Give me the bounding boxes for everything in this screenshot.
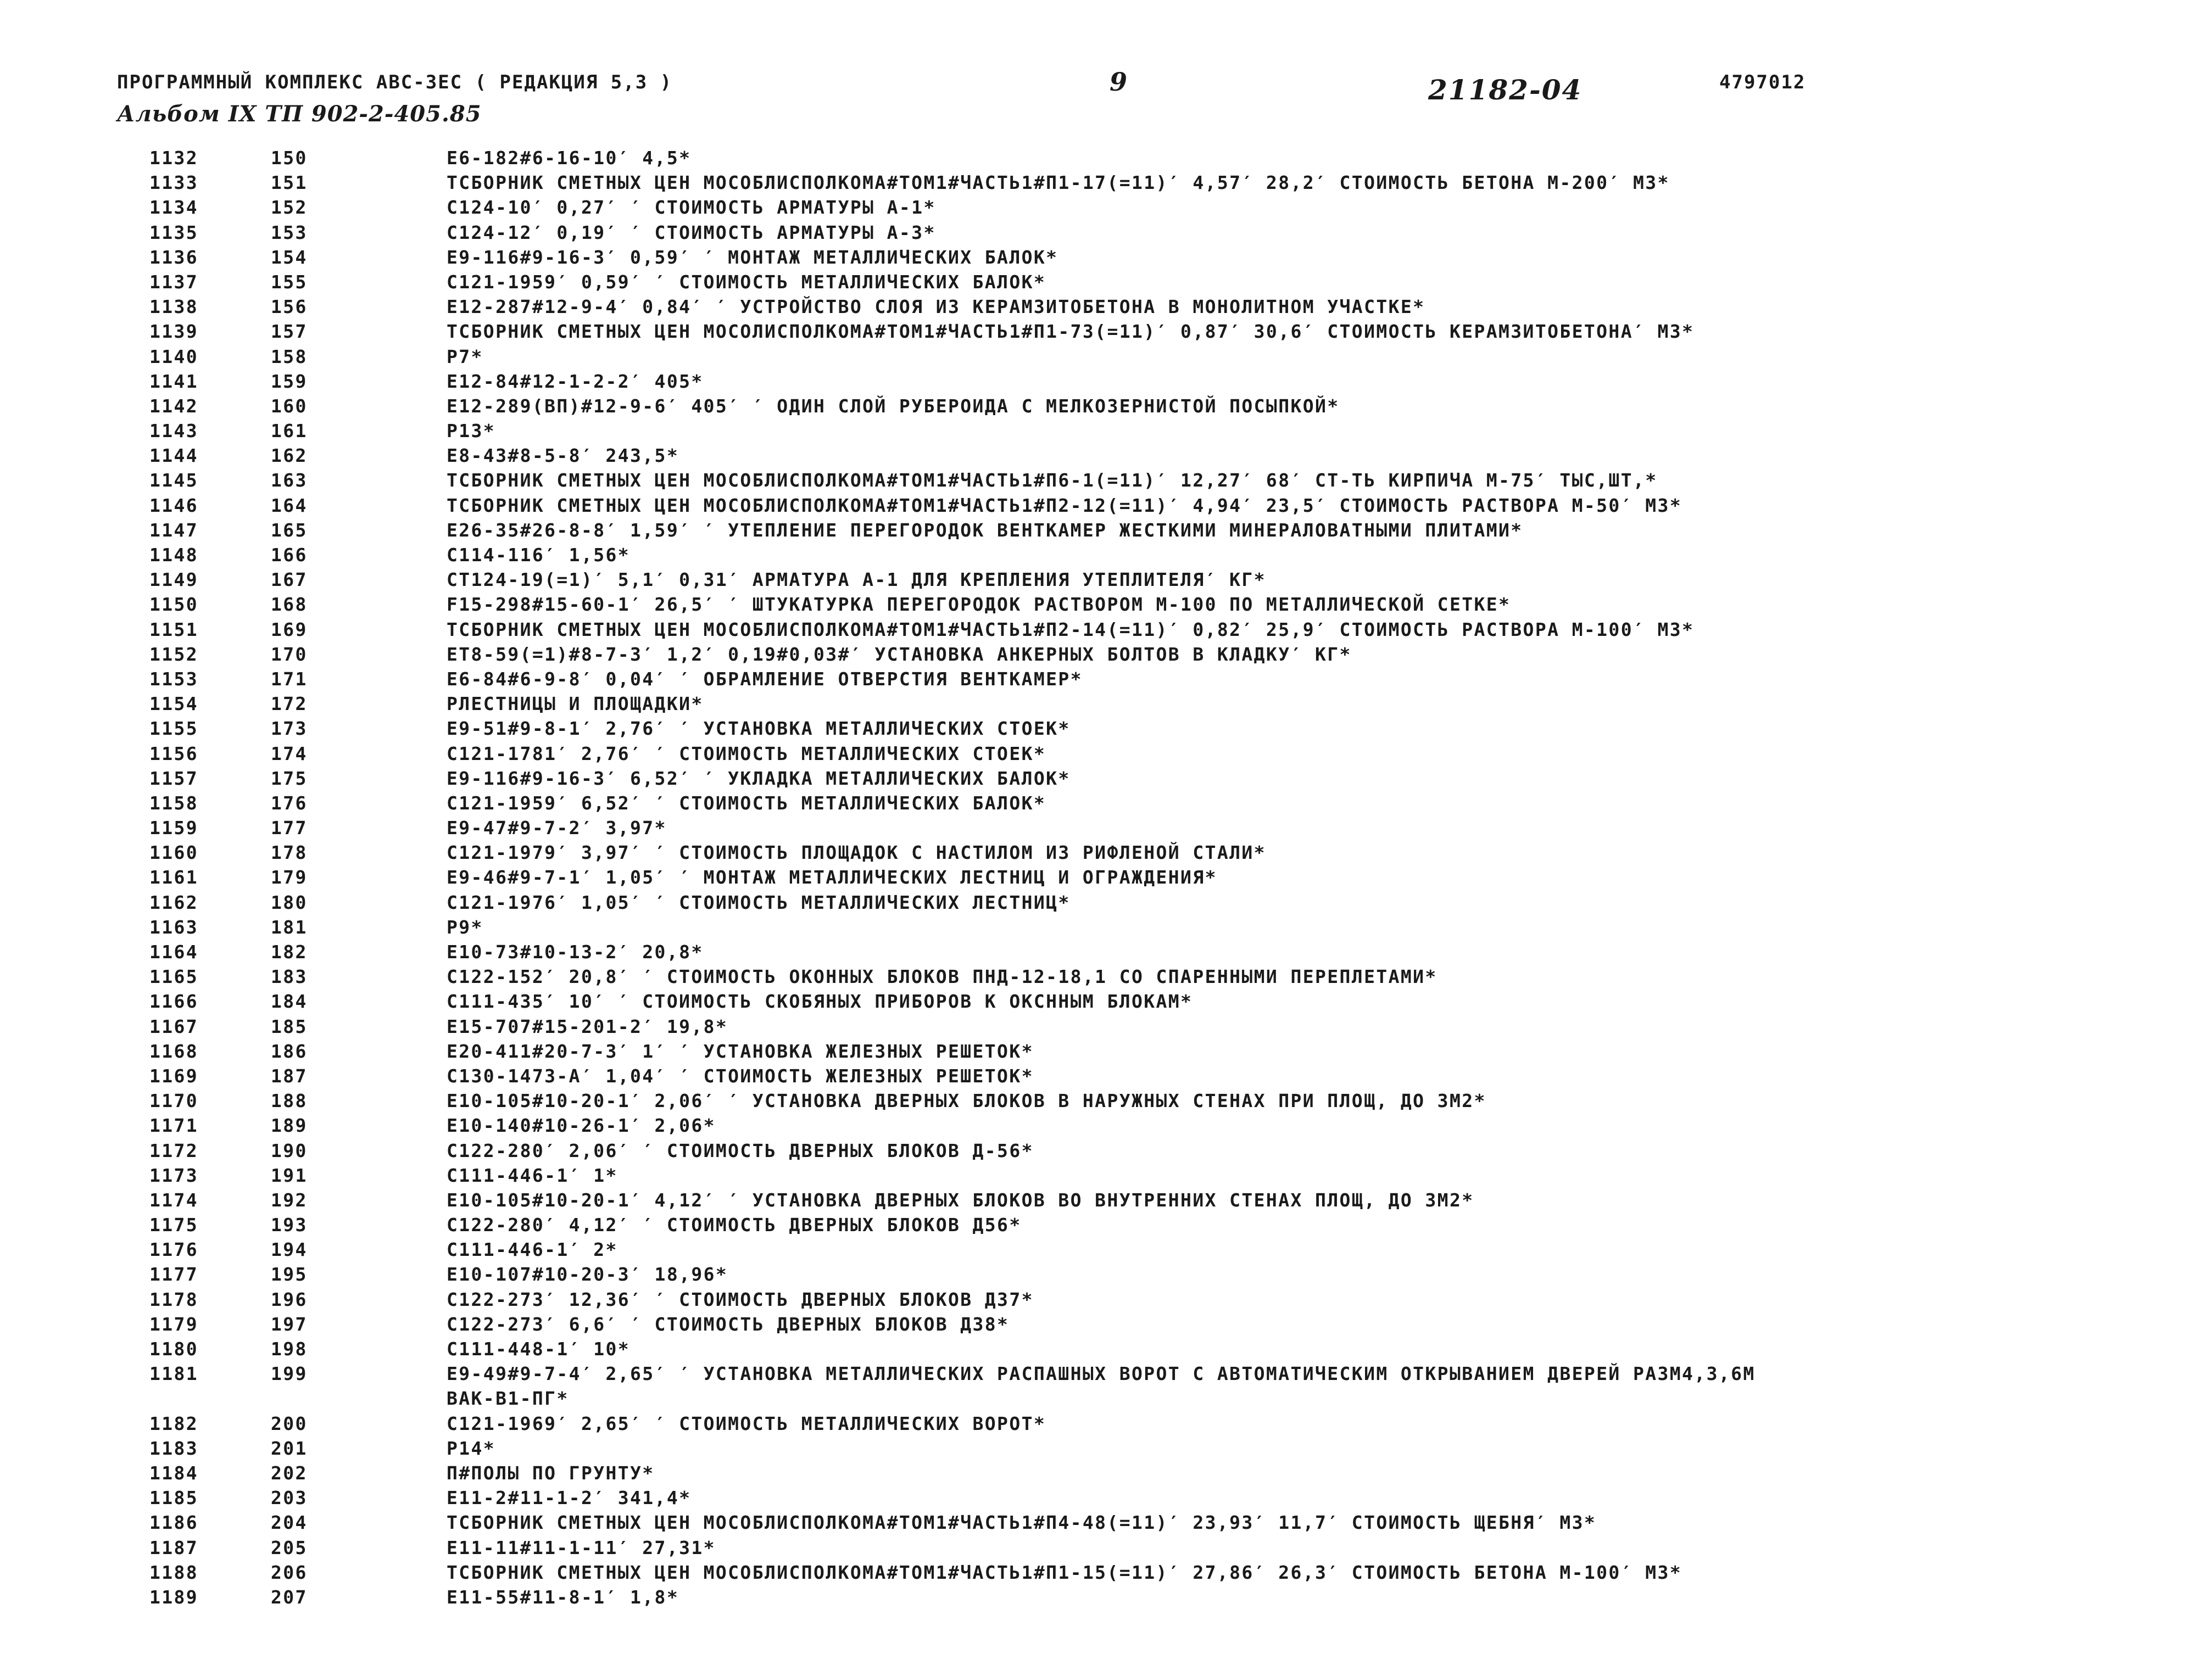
listing-rows [0, 147, 2212, 1611]
statement-number: 203 [271, 1487, 308, 1509]
line-number: 1179 [149, 1313, 199, 1335]
line-number: 1132 [149, 147, 199, 169]
statement-text: ТСБОРНИК СМЕТНЫХ ЦЕН МОСОБЛИСПОЛКОМА#ТОМ1#ЧАСТЬ1#П2-14(=11)′ 0,82′ 25,9′ СТОИМОСТЬ РАСТВОРА М-100′ М3* [447, 618, 1695, 640]
listing-row [0, 395, 2212, 420]
listing-row [0, 1165, 2212, 1189]
line-number: 1135 [149, 221, 199, 243]
statement-number: 195 [271, 1264, 308, 1286]
album-reference: Альбом IX ТП 902-2-405.85 [117, 101, 482, 127]
listing-row [0, 222, 2212, 247]
statement-text: ТСБОРНИК СМЕТНЫХ ЦЕН МОСОБЛИСПОЛКОМА#ТОМ1#ЧАСТЬ1#П2-12(=11)′ 4,94′ 23,5′ СТОИМОСТЬ РАСТВОРА М-50′ М3* [447, 494, 1682, 516]
listing-row [0, 867, 2212, 891]
listing-row [0, 619, 2212, 644]
statement-number: 161 [271, 420, 308, 442]
listing-row [0, 247, 2212, 271]
line-number: 1175 [149, 1214, 199, 1236]
line-number: 1144 [149, 445, 199, 467]
statement-number: 200 [271, 1412, 308, 1434]
statement-number: 180 [271, 891, 308, 913]
line-number: 1166 [149, 991, 199, 1013]
listing-row [0, 1363, 2212, 1388]
statement-text: Е12-84#12-1-2-2′ 405* [447, 370, 704, 392]
statement-number: 173 [271, 718, 308, 740]
listing-row [0, 1314, 2212, 1338]
listing-row [0, 817, 2212, 842]
listing-row [0, 1016, 2212, 1041]
listing-row [0, 1264, 2212, 1288]
listing-row [0, 594, 2212, 618]
statement-number: 178 [271, 842, 308, 864]
statement-number: 164 [271, 494, 308, 516]
listing-row [0, 1041, 2212, 1065]
line-number: 1189 [149, 1586, 199, 1608]
statement-text: С130-1473-А′ 1,04′ ′ СТОИМОСТЬ ЖЕЛЕЗНЫХ РЕШЕТОК* [447, 1065, 1034, 1087]
statement-text: ТСБОРНИК СМЕТНЫХ ЦЕН МОСОБЛИСПОЛКОМА#ТОМ1#ЧАСТЬ1#П1-15(=11)′ 27,86′ 26,3′ СТОИМОСТЬ БЕТОНА М-100′ М3* [447, 1561, 1682, 1583]
listing-row [0, 172, 2212, 197]
statement-number: 175 [271, 767, 308, 789]
statement-text: Е12-287#12-9-4′ 0,84′ ′ УСТРОЙСТВО СЛОЯ ИЗ КЕРАМЗИТОБЕТОНА В МОНОЛИТНОМ УЧАСТКЕ* [447, 296, 1425, 318]
statement-text: Е11-2#11-1-2′ 341,4* [447, 1487, 692, 1509]
line-number: 1173 [149, 1164, 199, 1186]
statement-text: Е8-43#8-5-8′ 243,5* [447, 445, 679, 467]
listing-row [0, 1140, 2212, 1165]
statement-number: 190 [271, 1139, 308, 1161]
statement-text: С122-280′ 2,06′ ′ СТОИМОСТЬ ДВЕРНЫХ БЛОКОВ Д-56* [447, 1139, 1034, 1161]
line-number: 1134 [149, 197, 199, 219]
line-number: 1172 [149, 1139, 199, 1161]
line-number: 1177 [149, 1264, 199, 1286]
statement-text: С111-435′ 10′ ′ СТОИМОСТЬ СКОБЯНЫХ ПРИБОРОВ К ОКСННЫМ БЛОКАМ* [447, 991, 1193, 1013]
statement-number: 205 [271, 1536, 308, 1558]
statement-text: ТСБОРНИК СМЕТНЫХ ЦЕН МОСОБЛИСПОЛКОМА#ТОМ1#ЧАСТЬ1#П6-1(=11)′ 12,27′ 68′ СТ-ТЬ КИРПИЧА М-75′ ТЫС,ШТ,* [447, 470, 1658, 491]
statement-number: 192 [271, 1189, 308, 1211]
line-number: 1152 [149, 643, 199, 665]
listing-row [0, 1388, 2212, 1412]
statement-text: С124-10′ 0,27′ ′ СТОИМОСТЬ АРМАТУРЫ А-1* [447, 197, 936, 219]
statement-number: 159 [271, 370, 308, 392]
document-code: 4797012 [1719, 71, 1806, 93]
listing-row [0, 1413, 2212, 1438]
listing-row [0, 197, 2212, 221]
line-number: 1178 [149, 1288, 199, 1310]
statement-number: 197 [271, 1313, 308, 1335]
statement-text: Е6-84#6-9-8′ 0,04′ ′ ОБРАМЛЕНИЕ ОТВЕРСТИЯ ВЕНТКАМЕР* [447, 668, 1083, 690]
line-number: 1164 [149, 941, 199, 963]
listing-row [0, 1438, 2212, 1462]
statement-number: 169 [271, 618, 308, 640]
listing-row [0, 321, 2212, 345]
listing-row [0, 1214, 2212, 1239]
program-header: ПРОГРАММНЫЙ КОМПЛЕКС АВС-3ЕС ( РЕДАКЦИЯ 5,3 ) [117, 71, 673, 93]
statement-number: 201 [271, 1437, 308, 1459]
listing-row [0, 842, 2212, 867]
listing-row [0, 1115, 2212, 1139]
line-number: 1169 [149, 1065, 199, 1087]
line-number: 1187 [149, 1536, 199, 1558]
statement-text: С122-280′ 4,12′ ′ СТОИМОСТЬ ДВЕРНЫХ БЛОКОВ Д56* [447, 1214, 1022, 1236]
line-number: 1156 [149, 742, 199, 764]
listing-row [0, 569, 2212, 594]
statement-text: С111-446-1′ 1* [447, 1164, 618, 1186]
line-number: 1140 [149, 345, 199, 367]
line-number: 1186 [149, 1512, 199, 1534]
line-number: 1168 [149, 1040, 199, 1062]
statement-number: 154 [271, 246, 308, 268]
line-number: 1141 [149, 370, 199, 392]
listing-row [0, 1090, 2212, 1115]
listing-row [0, 271, 2212, 296]
statement-text: Р9* [447, 916, 483, 938]
statement-text: Е10-140#10-26-1′ 2,06* [447, 1115, 716, 1137]
line-number: 1167 [149, 1015, 199, 1037]
statement-number: 194 [271, 1239, 308, 1261]
listing-row [0, 1487, 2212, 1512]
statement-text: Р7* [447, 345, 483, 367]
statement-text: С122-273′ 6,6′ ′ СТОИМОСТЬ ДВЕРНЫХ БЛОКОВ Д38* [447, 1313, 1010, 1335]
statement-number: 168 [271, 594, 308, 616]
listing-row [0, 445, 2212, 470]
statement-number: 151 [271, 172, 308, 194]
statement-text: С124-12′ 0,19′ ′ СТОИМОСТЬ АРМАТУРЫ А-3* [447, 221, 936, 243]
listing-row [0, 1239, 2212, 1264]
line-number: 1150 [149, 594, 199, 616]
statement-number: 158 [271, 345, 308, 367]
listing-row [0, 1189, 2212, 1214]
listing-row [0, 644, 2212, 668]
listing-row [0, 495, 2212, 519]
statement-text: Е9-49#9-7-4′ 2,65′ ′ УСТАНОВКА МЕТАЛЛИЧЕСКИХ РАСПАШНЫХ ВОРОТ С АВТОМАТИЧЕСКИМ ОТКРЫВАНИЕМ ДВЕРЕЙ РАЗМ4,3,6М [447, 1363, 1756, 1385]
statement-text: F15-298#15-60-1′ 26,5′ ′ ШТУКАТУРКА ПЕРЕГОРОДОК РАСТВОРОМ М-100 ПО МЕТАЛЛИЧЕСКОЙ СЕТКЕ* [447, 594, 1511, 616]
statement-number: 155 [271, 271, 308, 293]
statement-number: 156 [271, 296, 308, 318]
statement-number: 152 [271, 197, 308, 219]
statement-number: 163 [271, 470, 308, 491]
statement-text: Е10-105#10-20-1′ 4,12′ ′ УСТАНОВКА ДВЕРНЫХ БЛОКОВ ВО ВНУТРЕННИХ СТЕНАХ ПЛОЩ, ДО 3М2* [447, 1189, 1474, 1211]
line-number: 1180 [149, 1338, 199, 1360]
statement-text: С121-1959′ 0,59′ ′ СТОИМОСТЬ МЕТАЛЛИЧЕСКИХ БАЛОК* [447, 271, 1046, 293]
listing-row [0, 1462, 2212, 1487]
listing-row [0, 991, 2212, 1015]
statement-text: П#ПОЛЫ ПО ГРУНТУ* [447, 1462, 655, 1484]
statement-number: 160 [271, 395, 308, 417]
listing-row [0, 917, 2212, 941]
statement-text: ТСБОРНИК СМЕТНЫХ ЦЕН МОСОБЛИСПОЛКОМА#ТОМ1#ЧАСТЬ1#П4-48(=11)′ 23,93′ 11,7′ СТОИМОСТЬ ЩЕБНЯ′ М3* [447, 1512, 1597, 1534]
statement-text: Е10-73#10-13-2′ 20,8* [447, 941, 704, 963]
statement-text: РЛЕСТНИЦЫ И ПЛОЩАДКИ* [447, 693, 704, 715]
line-number: 1188 [149, 1561, 199, 1583]
listing-row [0, 768, 2212, 792]
statement-number: 198 [271, 1338, 308, 1360]
statement-number: 202 [271, 1462, 308, 1484]
statement-number: 179 [271, 867, 308, 889]
statement-text: ВАК-В1-ПГ* [447, 1388, 569, 1410]
listing-row [0, 519, 2212, 544]
statement-text: Е9-116#9-16-3′ 0,59′ ′ МОНТАЖ МЕТАЛЛИЧЕСКИХ БАЛОК* [447, 246, 1058, 268]
line-number: 1151 [149, 618, 199, 640]
statement-number: 191 [271, 1164, 308, 1186]
line-number: 1133 [149, 172, 199, 194]
statement-text: С121-1979′ 3,97′ ′ СТОИМОСТЬ ПЛОЩАДОК С НАСТИЛОМ ИЗ РИФЛЕНОЙ СТАЛИ* [447, 842, 1266, 864]
statement-text: Е9-116#9-16-3′ 6,52′ ′ УКЛАДКА МЕТАЛЛИЧЕСКИХ БАЛОК* [447, 767, 1071, 789]
listing-row [0, 718, 2212, 742]
line-number: 1153 [149, 668, 199, 690]
listing-row [0, 892, 2212, 917]
statement-text: Е9-51#9-8-1′ 2,76′ ′ УСТАНОВКА МЕТАЛЛИЧЕСКИХ СТОЕК* [447, 718, 1071, 740]
line-number: 1143 [149, 420, 199, 442]
line-number: 1165 [149, 966, 199, 988]
statement-number: 199 [271, 1363, 308, 1385]
statement-number: 153 [271, 221, 308, 243]
listing-row [0, 966, 2212, 991]
statement-number: 165 [271, 519, 308, 541]
line-number: 1163 [149, 916, 199, 938]
line-number: 1148 [149, 544, 199, 566]
statement-number: 188 [271, 1090, 308, 1112]
statement-number: 204 [271, 1512, 308, 1534]
line-number: 1145 [149, 470, 199, 491]
line-number: 1137 [149, 271, 199, 293]
listing-row [0, 743, 2212, 768]
listing-row [0, 296, 2212, 321]
statement-number: 166 [271, 544, 308, 566]
listing-row [0, 1289, 2212, 1314]
listing-row [0, 693, 2212, 718]
statement-text: С122-273′ 12,36′ ′ СТОИМОСТЬ ДВЕРНЫХ БЛОКОВ Д37* [447, 1288, 1034, 1310]
listing-row [0, 1537, 2212, 1562]
line-number: 1185 [149, 1487, 199, 1509]
statement-text: СТ124-19(=1)′ 5,1′ 0,31′ АРМАТУРА А-1 ДЛЯ КРЕПЛЕНИЯ УТЕПЛИТЕЛЯ′ КГ* [447, 569, 1266, 591]
statement-text: ТСБОРНИК СМЕТНЫХ ЦЕН МОСОБЛИСПОЛКОМА#ТОМ1#ЧАСТЬ1#П1-17(=11)′ 4,57′ 28,2′ СТОИМОСТЬ БЕТОНА М-200′ М3* [447, 172, 1670, 194]
statement-text: Е26-35#26-8-8′ 1,59′ ′ УТЕПЛЕНИЕ ПЕРЕГОРОДОК ВЕНТКАМЕР ЖЕСТКИМИ МИНЕРАЛОВАТНЫМИ ПЛИТАМИ* [447, 519, 1523, 541]
statement-text: Е11-55#11-8-1′ 1,8* [447, 1586, 679, 1608]
line-number: 1182 [149, 1412, 199, 1434]
line-number: 1183 [149, 1437, 199, 1459]
line-number: 1181 [149, 1363, 199, 1385]
statement-text: ТСБОРНИК СМЕТНЫХ ЦЕН МОСОЛИСПОЛКОМА#ТОМ1#ЧАСТЬ1#П1-73(=11)′ 0,87′ 30,6′ СТОИМОСТЬ КЕРАМЗИТОБЕТОНА′ М3* [447, 321, 1695, 343]
line-number: 1176 [149, 1239, 199, 1261]
line-number: 1159 [149, 817, 199, 839]
listing-row [0, 792, 2212, 817]
statement-text: С122-152′ 20,8′ ′ СТОИМОСТЬ ОКОННЫХ БЛОКОВ ПНД-12-18,1 СО СПАРЕННЫМИ ПЕРЕПЛЕТАМИ* [447, 966, 1437, 988]
listing-row [0, 1512, 2212, 1536]
statement-text: С121-1969′ 2,65′ ′ СТОИМОСТЬ МЕТАЛЛИЧЕСКИХ ВОРОТ* [447, 1412, 1046, 1434]
statement-number: 206 [271, 1561, 308, 1583]
statement-number: 187 [271, 1065, 308, 1087]
statement-number: 174 [271, 742, 308, 764]
line-number: 1139 [149, 321, 199, 343]
statement-number: 172 [271, 693, 308, 715]
statement-number: 186 [271, 1040, 308, 1062]
line-number: 1174 [149, 1189, 199, 1211]
listing-row [0, 346, 2212, 371]
listing-row [0, 668, 2212, 693]
statement-text: Е9-47#9-7-2′ 3,97* [447, 817, 667, 839]
line-number: 1161 [149, 867, 199, 889]
statement-text: Е12-289(ВП)#12-9-6′ 405′ ′ ОДИН СЛОЙ РУБЕРОИДА С МЕЛКОЗЕРНИСТОЙ ПОСЫПКОЙ* [447, 395, 1340, 417]
statement-text: Е11-11#11-1-11′ 27,31* [447, 1536, 716, 1558]
listing-row [0, 147, 2212, 172]
statement-number: 170 [271, 643, 308, 665]
statement-number: 157 [271, 321, 308, 343]
statement-text: Р13* [447, 420, 496, 442]
statement-text: С121-1959′ 6,52′ ′ СТОИМОСТЬ МЕТАЛЛИЧЕСКИХ БАЛОК* [447, 792, 1046, 814]
line-number: 1138 [149, 296, 199, 318]
line-number: 1136 [149, 246, 199, 268]
line-number: 1149 [149, 569, 199, 591]
listing-row [0, 371, 2212, 395]
line-number: 1142 [149, 395, 199, 417]
line-number: 1155 [149, 718, 199, 740]
listing-row [0, 1065, 2212, 1090]
listing-row [0, 544, 2212, 569]
statement-text: Е15-707#15-201-2′ 19,8* [447, 1015, 728, 1037]
statement-number: 150 [271, 147, 308, 169]
line-number: 1146 [149, 494, 199, 516]
line-number: 1154 [149, 693, 199, 715]
statement-number: 162 [271, 445, 308, 467]
statement-text: Е20-411#20-7-3′ 1′ ′ УСТАНОВКА ЖЕЛЕЗНЫХ РЕШЕТОК* [447, 1040, 1034, 1062]
statement-text: ЕТ8-59(=1)#8-7-3′ 1,2′ 0,19#0,03#′ УСТАНОВКА АНКЕРНЫХ БОЛТОВ В КЛАДКУ′ КГ* [447, 643, 1352, 665]
statement-text: Е9-46#9-7-1′ 1,05′ ′ МОНТАЖ МЕТАЛЛИЧЕСКИХ ЛЕСТНИЦ И ОГРАЖДЕНИЯ* [447, 867, 1217, 889]
line-number: 1157 [149, 767, 199, 789]
document-number: 21182-04 [1428, 74, 1583, 106]
line-number: 1184 [149, 1462, 199, 1484]
listing-row [0, 1586, 2212, 1611]
statement-number: 189 [271, 1115, 308, 1137]
line-number: 1170 [149, 1090, 199, 1112]
statement-number: 207 [271, 1586, 308, 1608]
listing-row [0, 941, 2212, 966]
statement-text: С111-446-1′ 2* [447, 1239, 618, 1261]
statement-text: Е6-182#6-16-10′ 4,5* [447, 147, 692, 169]
listing-row [0, 1338, 2212, 1363]
listing-row [0, 470, 2212, 494]
line-number: 1160 [149, 842, 199, 864]
line-number: 1171 [149, 1115, 199, 1137]
statement-number: 196 [271, 1288, 308, 1310]
statement-number: 182 [271, 941, 308, 963]
statement-text: С111-448-1′ 10* [447, 1338, 631, 1360]
line-number: 1158 [149, 792, 199, 814]
line-number: 1162 [149, 891, 199, 913]
listing-row [0, 1562, 2212, 1586]
statement-number: 171 [271, 668, 308, 690]
statement-number: 184 [271, 991, 308, 1013]
statement-text: Р14* [447, 1437, 496, 1459]
statement-number: 193 [271, 1214, 308, 1236]
statement-number: 167 [271, 569, 308, 591]
statement-text: С121-1781′ 2,76′ ′ СТОИМОСТЬ МЕТАЛЛИЧЕСКИХ СТОЕК* [447, 742, 1046, 764]
line-number: 1147 [149, 519, 199, 541]
statement-number: 185 [271, 1015, 308, 1037]
statement-number: 183 [271, 966, 308, 988]
statement-text: Е10-105#10-20-1′ 2,06′ ′ УСТАНОВКА ДВЕРНЫХ БЛОКОВ В НАРУЖНЫХ СТЕНАХ ПРИ ПЛОЩ, ДО 3М2* [447, 1090, 1486, 1112]
page-number: 9 [1110, 67, 1129, 97]
statement-text: С121-1976′ 1,05′ ′ СТОИМОСТЬ МЕТАЛЛИЧЕСКИХ ЛЕСТНИЦ* [447, 891, 1071, 913]
statement-text: Е10-107#10-20-3′ 18,96* [447, 1264, 728, 1286]
statement-number: 177 [271, 817, 308, 839]
statement-number: 181 [271, 916, 308, 938]
statement-number: 176 [271, 792, 308, 814]
listing-row [0, 420, 2212, 445]
statement-text: С114-116′ 1,56* [447, 544, 631, 566]
